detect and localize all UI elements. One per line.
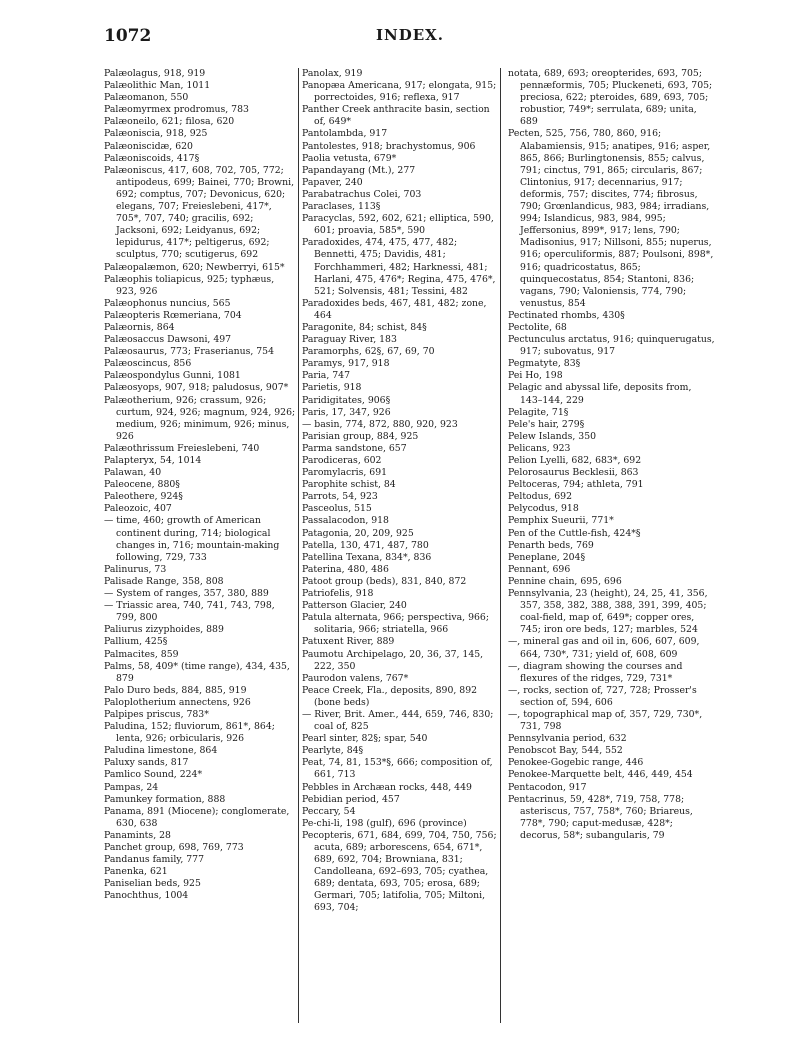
index-entry: Pectinated rhombs, 430§ — [508, 309, 625, 321]
index-entry: Panolax, 919 — [302, 68, 363, 79]
index-entry: — time, 460; growth of American continent during, 714; biological changes in, 716; mountain-making following, 729, 733 — [104, 515, 280, 563]
index-entry: Palæoniscus, 417, 608, 702, 705, 772; antipodeus, 699; Bainei, 770; Browni, 692; comptus, 707; Devonicus, 620; elegans, 707; Freieslebeni, 417*, 705*, 707, 740; gracilis, 692; Jacksoni, 692; Leidyanus, 692; lepidurus, 417*; peltigerus, 692; sculptus, 770; scutigerus, 692 — [104, 164, 295, 261]
index-entry: Patriofelis, 918 — [302, 588, 374, 600]
index-entry: Parophite schist, 84 — [302, 479, 396, 491]
index-entry: Palæosaurus, 773; Fraserianus, 754 — [104, 346, 275, 358]
index-entry: Panama, 891 (Miocene); conglomerate, 630, 638 — [104, 805, 290, 829]
index-entry: Pebbles in Archæan rocks, 448, 449 — [302, 781, 472, 793]
index-entry: Pelagite, 71§ — [508, 406, 569, 418]
index-entry: Palæoscincus, 856 — [104, 358, 192, 370]
index-entry: Pearlyte, 84§ — [302, 745, 364, 757]
index-entry: Pelagic and abyssal life, deposits from, 143–144, 229 — [508, 382, 692, 406]
index-entry: Pallium, 425§ — [104, 636, 168, 648]
index-entry: Pectunculus arctatus, 916; quinquerugatus, 917; subovatus, 917 — [508, 334, 715, 358]
index-entry: Passalacodon, 918 — [302, 515, 389, 527]
index-entry: Parabatrachus Colei, 703 — [302, 188, 422, 200]
index-entry: Patoot group (beds), 831, 840, 872 — [302, 575, 467, 587]
index-entry: Patula alternata, 966; perspectiva, 966; solitaria, 966; striatella, 966 — [302, 612, 489, 636]
index-entry: Pegmatyte, 83§ — [508, 358, 581, 370]
index-entry: Palinurus, 73 — [104, 563, 167, 575]
index-entry: Paliurus zizyphoides, 889 — [104, 624, 224, 636]
index-entry: Palapteryx, 54, 1014 — [104, 455, 202, 466]
index-entry: Palæoniscia, 918, 925 — [104, 128, 208, 140]
index-entry: Paludina limestone, 864 — [104, 745, 218, 757]
index-entry: Paolia vetusta, 679* — [302, 152, 397, 164]
index-entry: Palpipes priscus, 783* — [104, 708, 209, 720]
index-entry: Peccary, 54 — [302, 805, 356, 817]
index-entry: Papaver, 240 — [302, 176, 363, 188]
index-entry: Pen of the Cuttle-fish, 424*§ — [508, 527, 641, 539]
index-entry: Palawan, 40 — [104, 467, 162, 479]
index-entry: Peneplane, 204§ — [508, 551, 586, 563]
index-entry: Pemphix Sueurii, 771* — [508, 515, 614, 527]
index-entry: Pecten, 525, 756, 780, 860, 916; Alabamiensis, 915; anatipes, 916; asper, 865, 866; Burlingtonensis, 855; calvus, 791; cinctus, 791, 865; circularis, 867; Clintonius, 917; decennarius, 917; deformis, 757; discites, 774; fibrosus, 790; Grœnlandicus, 983, 984; irradians, 994; Islandicus, 983, 984, 995; Jeffersonius, 899*, 917; lens, 790; Madisonius, 917; Nillsoni, 855; nuperus, 916; operculiformis, 887; Poulsoni, 898*, 916; quadricostatus, 865; quinquecostatus, 854; Stantoni, 836; vagans, 790; Valoniensis, 774, 790; venustus, 854 — [508, 128, 714, 309]
index-entry: Palæomanon, 550 — [104, 92, 189, 104]
index-entry: — River, Brit. Amer., 444, 659, 746, 830; coal of, 825 — [302, 708, 494, 733]
index-entry: — basin, 774, 872, 880, 920, 923 — [302, 418, 458, 430]
index-entry: Palæopalæmon, 620; Newberryi, 615* — [104, 261, 285, 273]
index-entry: —, mineral gas and oil in, 606, 607, 609, 664, 730*, 731; yield of, 608, 609 — [508, 636, 700, 660]
index-entry: Palæoniscoids, 417§ — [104, 152, 200, 164]
index-entry: Palæospondylus Gunni, 1081 — [104, 370, 241, 382]
index-entry: Paragonite, 84; schist, 84§ — [302, 321, 427, 333]
index-entry: Pennsylvania period, 632 — [508, 733, 627, 745]
index-entry: Parodiceras, 602 — [302, 455, 382, 466]
index-entry: Pasceolus, 515 — [302, 503, 372, 515]
index-column-1 — [104, 68, 296, 1040]
index-entry: Panenka, 621 — [104, 866, 168, 878]
index-entry: Palæoniscidæ, 620 — [104, 140, 193, 152]
index-entry: Palæophis toliapicus, 925; typhæus, 923, 926 — [104, 273, 275, 297]
index-columns — [104, 68, 716, 1040]
index-entry: Pecopteris, 671, 684, 699, 704, 750, 756; acuta, 689; arborescens, 654, 671*, 689, 692, 704; Browniana, 831; Candolleana, 692–693, 705; cyathea, 689; dentata, 693, 705; erosa, 689; Germari, 705; latifolia, 705; Miltoni, 693, 704; — [302, 829, 497, 914]
index-entry: Pelorosaurus Becklesii, 863 — [508, 467, 639, 479]
index-entry: Penobscot Bay, 544, 552 — [508, 745, 623, 757]
index-entry: Patella, 130, 471, 487, 780 — [302, 539, 429, 551]
index-entry: Paloplotherium annectens, 926 — [104, 696, 251, 708]
index-entry: Pearl sinter, 82§; spar, 540 — [302, 733, 428, 745]
index-entry: Paridigitates, 906§ — [302, 394, 391, 406]
index-entry: Panopæa Americana, 917; elongata, 915; porrectoides, 916; reflexa, 917 — [302, 80, 497, 104]
index-entry: Pamlico Sound, 224* — [104, 769, 203, 781]
index-entry: Pentacrinus, 59, 428*, 719, 758, 778; asteriscus, 757, 758*, 760; Briareus, 778*, 790; caput-medusæ, 428*; decorus, 58*; subangularis, 79 — [508, 793, 693, 841]
index-entry: Panther Creek anthracite basin, section of, 649* — [302, 104, 490, 128]
index-entry: Pantolestes, 918; brachystomus, 906 — [302, 140, 476, 152]
index-entry: Palæopteris Rœmeriana, 704 — [104, 309, 242, 321]
index-entry: Pamunkey formation, 888 — [104, 793, 226, 805]
index-entry: Palæosaccus Dawsoni, 497 — [104, 334, 232, 346]
index-entry: Pebidian period, 457 — [302, 793, 400, 805]
index-entry: Pentacodon, 917 — [508, 781, 587, 793]
index-entry: —, rocks, section of, 727, 728; Prosser's section of, 594, 606 — [508, 684, 697, 708]
index-entry: Palæolithic Man, 1011 — [104, 80, 211, 92]
index-entry: Paradoxides beds, 467, 481, 482; zone, 464 — [302, 297, 487, 321]
index-entry: Paterina, 480, 486 — [302, 563, 389, 575]
index-entry: Pelew Islands, 350 — [508, 430, 597, 442]
index-entry: Pele's hair, 279§ — [508, 418, 585, 430]
index-entry: Palo Duro beds, 884, 885, 919 — [104, 684, 247, 696]
index-entry: Paraguay River, 183 — [302, 334, 397, 346]
index-entry: Pe-chi-li, 198 (gulf), 696 (province) — [302, 817, 467, 829]
index-entry: Palæotherium, 926; crassum, 926; curtum, 924, 926; magnum, 924, 926; medium, 926; minimum, 926; minus, 926 — [104, 394, 296, 442]
index-entry: Palæothrissum Freieslebeni, 740 — [104, 442, 260, 454]
index-entry: Palæosyops, 907, 918; paludosus, 907* — [104, 382, 289, 394]
index-entry: Paris, 17, 347, 926 — [302, 406, 391, 418]
index-entry: Palæolagus, 918, 919 — [104, 68, 206, 79]
index-entry: — Triassic area, 740, 741, 743, 798, 799, 800 — [104, 600, 275, 624]
index-entry: —, diagram showing the courses and flexures of the ridges, 729, 731* — [508, 660, 683, 684]
index-entry: Pennine chain, 695, 696 — [508, 575, 622, 587]
index-entry: Pantolambda, 917 — [302, 128, 388, 140]
index-entry: Parrots, 54, 923 — [302, 491, 378, 503]
index-column-2 — [302, 68, 498, 1040]
index-entry: Paumotu Archipelago, 20, 36, 37, 145, 222, 350 — [302, 648, 484, 672]
index-entry: Pei Ho, 198 — [508, 370, 563, 382]
index-entry: Paurodon valens, 767* — [302, 672, 409, 684]
index-entry: Penokee-Marquette belt, 446, 449, 454 — [508, 769, 693, 781]
index-entry: Paramys, 917, 918 — [302, 358, 390, 370]
index-entry: Patterson Glacier, 240 — [302, 600, 407, 612]
index-entry: Pectolite, 68 — [508, 321, 567, 333]
index-entry: Palms, 58, 409* (time range), 434, 435, 879 — [104, 660, 290, 684]
running-head: INDEX. — [375, 26, 445, 44]
index-entry: Panochthus, 1004 — [104, 890, 189, 902]
index-entry: Paromylacris, 691 — [302, 467, 388, 479]
index-entry: Palæoneilo, 621; filosa, 620 — [104, 116, 235, 128]
index-entry: Palæomyrmex prodromus, 783 — [104, 104, 249, 116]
index-entry: Penokee-Gogebic range, 446 — [508, 757, 644, 769]
index-entry: Paleothere, 924§ — [104, 491, 183, 503]
page-header — [104, 26, 716, 50]
index-entry: Palæornis, 864 — [104, 321, 175, 333]
index-entry: Pelion Lyelli, 682, 683*, 692 — [508, 455, 642, 466]
index-entry: Pandanus family, 777 — [104, 854, 204, 866]
index-entry: Papandayang (Mt.), 277 — [302, 164, 416, 176]
index-entry: Paradoxides, 474, 475, 477, 482; Bennetti, 475; Davidis, 481; Forchhammeri, 482; Harknessi, 481; Harlani, 475, 476*; Regina, 475, 476*, 521; Solvensis, 481; Tessini, 482 — [302, 237, 496, 297]
index-entry: Peltodus, 692 — [508, 491, 573, 503]
page-number: 1072 — [104, 26, 152, 46]
index-entry: Pampas, 24 — [104, 781, 159, 793]
index-entry: Penarth beds, 769 — [508, 539, 594, 551]
index-entry: Paria, 747 — [302, 370, 350, 382]
index-entry: Palæophonus nuncius, 565 — [104, 297, 231, 309]
index-entry: Paraclases, 113§ — [302, 201, 381, 213]
index-entry: Paleozoic, 407 — [104, 503, 172, 515]
index-entry: Patuxent River, 889 — [302, 636, 395, 648]
index-entry: Pelycodus, 918 — [508, 503, 579, 515]
index-entry: Pennant, 696 — [508, 563, 571, 575]
index-entry: Paluxy sands, 817 — [104, 757, 189, 769]
index-entry: — System of ranges, 357, 380, 889 — [104, 588, 269, 600]
index-entry: Palisade Range, 358, 808 — [104, 575, 224, 587]
index-entry: Paramorphs, 62§, 67, 69, 70 — [302, 346, 435, 358]
index-entry: Patellina Texana, 834*, 836 — [302, 551, 432, 563]
index-entry: Parietis, 918 — [302, 382, 362, 394]
index-entry: Peltoceras, 794; athleta, 791 — [508, 479, 644, 491]
index-entry: Paniselian beds, 925 — [104, 878, 201, 890]
index-entry: Pennsylvania, 23 (height), 24, 25, 41, 356, 357, 358, 382, 388, 388, 391, 399, 405; coal-field, map of, 649*; copper ores, 745; iron ore beds, 127; marbles, 524 — [508, 588, 708, 636]
index-entry: Paracyclas, 592, 602, 621; elliptica, 590, 601; proavia, 585*, 590 — [302, 213, 494, 237]
index-entry: Paludina, 152; fluviorum, 861*, 864; lenta, 926; orbicularis, 926 — [104, 721, 275, 745]
index-entry: Peat, 74, 81, 153*§, 666; composition of, 661, 713 — [302, 757, 493, 781]
index-entry: Pelicans, 923 — [508, 442, 571, 454]
index-entry: Parisian group, 884, 925 — [302, 430, 419, 442]
index-entry: —, topographical map of, 357, 729, 730*, 731, 798 — [508, 708, 703, 733]
index-entry: notata, 689, 693; oreopterides, 693, 705; pennæformis, 705; Pluckeneti, 693, 705; preciosa, 622; pteroides, 689, 693, 705; robustior, 749*; serrulata, 689; unita, 689 — [508, 68, 713, 128]
index-entry: Palmacites, 859 — [104, 648, 179, 660]
index-column-3 — [508, 68, 716, 1040]
index-entry: Peace Creek, Fla., deposits, 890, 892 (bone beds) — [302, 684, 478, 708]
index-entry: Patagonia, 20, 209, 925 — [302, 527, 414, 539]
index-entry: Panchet group, 698, 769, 773 — [104, 842, 244, 853]
index-entry: Paleocene, 880§ — [104, 479, 180, 491]
index-entry: Panamints, 28 — [104, 829, 171, 841]
index-entry: Parma sandstone, 657 — [302, 442, 407, 454]
